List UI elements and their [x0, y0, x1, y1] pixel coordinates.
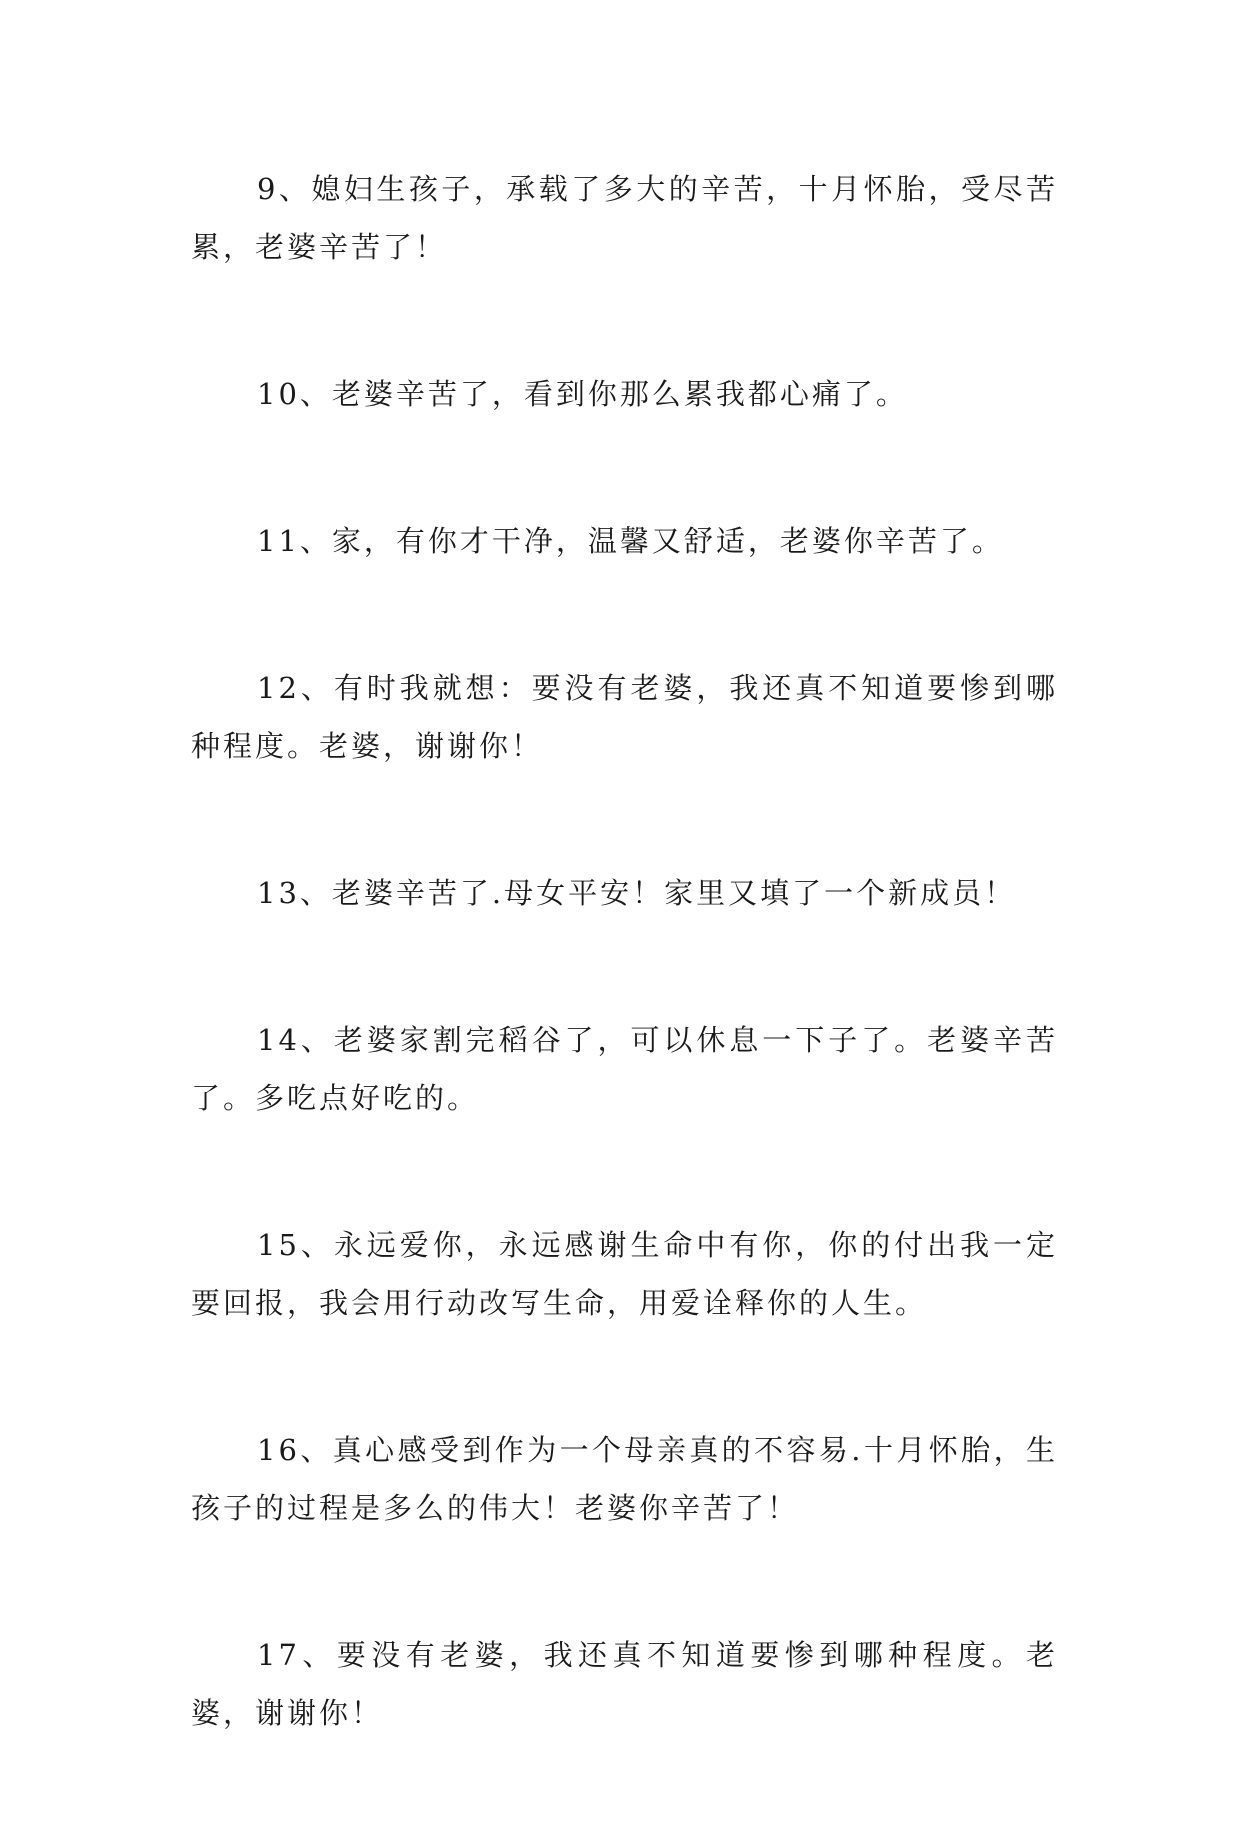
paragraph-11: 11、家，有你才干净，温馨又舒适，老婆你辛苦了。 — [257, 524, 1004, 558]
paragraph-16: 16、真心感受到作为一个母亲真的不容易.十月怀胎，生孩子的过程是多么的伟大！老婆你辛苦了！ — [191, 1433, 1058, 1525]
paragraph-15: 15、永远爱你，永远感谢生命中有你，你的付出我一定要回报，我会用行动改写生命，用爱诠释你的人生。 — [191, 1228, 1058, 1320]
paragraph-17: 17、要没有老婆，我还真不知道要惨到哪种程度。老婆，谢谢你！ — [191, 1638, 1058, 1730]
paragraph-13: 13、老婆辛苦了.母女平安！家里又填了一个新成员！ — [257, 876, 1017, 910]
paragraph-10: 10、老婆辛苦了，看到你那么累我都心痛了。 — [257, 377, 908, 411]
paragraph-12: 12、有时我就想：要没有老婆，我还真不知道要惨到哪种程度。老婆，谢谢你！ — [191, 671, 1058, 763]
paragraph-14: 14、老婆家割完稻谷了，可以休息一下子了。老婆辛苦了。多吃点好吃的。 — [191, 1023, 1058, 1115]
document-body — [191, 160, 1058, 1831]
paragraph-9: 9、媳妇生孩子，承载了多大的辛苦，十月怀胎，受尽苦累，老婆辛苦了！ — [191, 172, 1058, 264]
